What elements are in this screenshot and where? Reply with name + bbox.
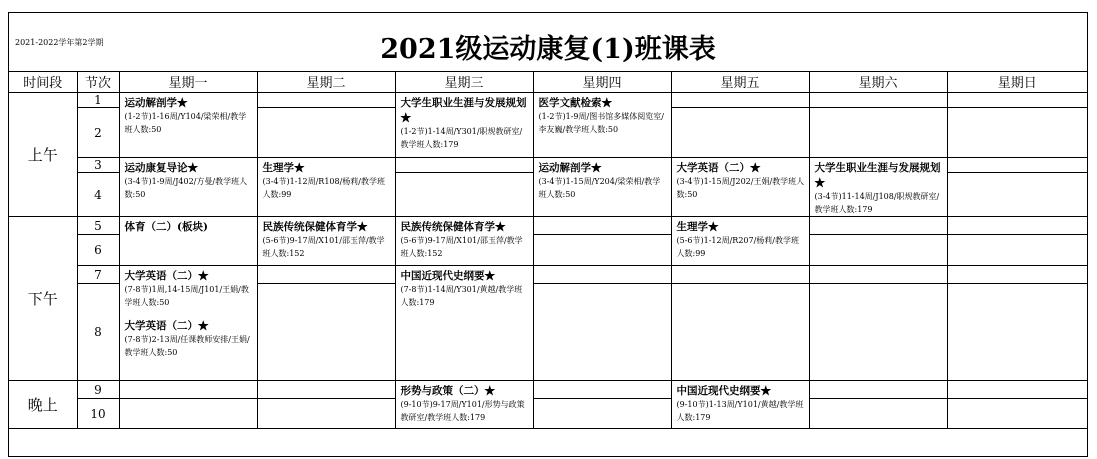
- empty-cell: [809, 399, 947, 429]
- section-row: [9, 399, 1087, 429]
- timetable-title: 2021级运动康复(1)班课表: [380, 34, 716, 65]
- empty-cell: [395, 158, 533, 173]
- empty-cell: [947, 266, 1087, 284]
- course-info: (1-2节)1-9周/图书馆多媒体阅览室/李友巍/教学班人数:50: [538, 112, 664, 134]
- empty-cell: [947, 217, 1087, 235]
- empty-cell: [947, 399, 1087, 429]
- empty-cell: [809, 217, 947, 235]
- empty-cell: [947, 108, 1087, 158]
- day-header-wed: 星期三: [395, 71, 533, 93]
- empty-cell: [257, 266, 395, 284]
- section-number: 3: [77, 158, 119, 173]
- period-evening: 晚上: [9, 381, 77, 429]
- section-number: 8: [77, 284, 119, 381]
- course-name: 民族传统保健体育学★: [400, 221, 506, 233]
- empty-cell: [533, 235, 671, 266]
- empty-cell: [809, 284, 947, 381]
- day-header-tue: 星期二: [257, 71, 395, 93]
- empty-cell: [947, 284, 1087, 381]
- empty-cell: [947, 381, 1087, 399]
- day-header-sun: 星期日: [947, 71, 1087, 93]
- header-row: [9, 71, 1087, 93]
- section-header: 节次: [77, 71, 119, 93]
- section-row: [9, 93, 1087, 108]
- empty-cell: [533, 284, 671, 381]
- empty-cell: [533, 381, 671, 399]
- section-number: 6: [77, 235, 119, 266]
- course-cell[interactable]: [395, 266, 533, 381]
- course-cell[interactable]: [395, 381, 533, 429]
- empty-cell: [533, 217, 671, 235]
- empty-cell: [257, 93, 395, 108]
- course-info: (3-4节)1-12周/R108/杨莉/教学班人数:99: [262, 177, 385, 199]
- empty-cell: [119, 399, 257, 429]
- course-info: (5-6节)9-17周/X101/邵玉萍/教学班人数:152: [262, 236, 385, 258]
- course-name: 民族传统保健体育学★: [262, 221, 368, 233]
- course-name: 形势与政策（二）★: [400, 385, 495, 397]
- course-info: (3-4节)1-15周/Y204/梁荣相/教学班人数:50: [538, 177, 661, 199]
- empty-cell: [257, 108, 395, 158]
- empty-cell: [257, 381, 395, 399]
- empty-cell: [671, 108, 809, 158]
- course-info: (7-8节)1-14周/Y301/黄越/教学班人数:179: [400, 285, 523, 307]
- course-name: 大学生职业生涯与发展规划★: [814, 162, 941, 189]
- section-number: 4: [77, 173, 119, 217]
- course-info: (7-8节)1周,14-15周/J101/王娟/教学班人数:50: [124, 285, 249, 307]
- period-morning: 上午: [9, 93, 77, 217]
- day-header-thu: 星期四: [533, 71, 671, 93]
- empty-cell: [947, 158, 1087, 173]
- empty-cell: [671, 266, 809, 284]
- section-row: [9, 158, 1087, 173]
- section-number: 7: [77, 266, 119, 284]
- timetable-header: [9, 13, 1087, 72]
- course-name: 体育（二）(板块): [124, 221, 208, 233]
- empty-cell: [257, 399, 395, 429]
- course-cell[interactable]: [119, 217, 257, 266]
- timetable-sheet: [8, 12, 1088, 457]
- course-name: 大学生职业生涯与发展规划★: [400, 97, 527, 124]
- course-name: 大学英语（二）★: [124, 320, 209, 332]
- empty-cell: [671, 284, 809, 381]
- course-name: 运动解剖学★: [124, 97, 188, 109]
- empty-cell: [947, 173, 1087, 217]
- section-number: 5: [77, 217, 119, 235]
- empty-cell: [257, 284, 395, 381]
- course-info: (5-6节)1-12周/R207/杨莉/教学班人数:99: [676, 236, 799, 258]
- course-cell[interactable]: [119, 266, 257, 381]
- section-number: 9: [77, 381, 119, 399]
- empty-cell: [533, 399, 671, 429]
- course-name: 大学英语（二）★: [124, 270, 209, 282]
- course-info: (3-4节)1-9周/J402/方曼/教学班人数:50: [124, 177, 248, 199]
- course-cell[interactable]: [533, 158, 671, 217]
- period-header: 时间段: [9, 71, 77, 93]
- empty-cell: [947, 93, 1087, 108]
- course-info: (5-6节)9-17周/X101/邵玉萍/教学班人数:152: [400, 236, 523, 258]
- course-name: 中国近现代史纲要★: [400, 270, 495, 282]
- empty-cell: [947, 235, 1087, 266]
- course-info: (9-10节)1-13周/Y101/黄越/教学班人数:179: [676, 400, 804, 422]
- section-row: [9, 266, 1087, 284]
- course-name: 生理学★: [676, 221, 719, 233]
- period-afternoon: 下午: [9, 217, 77, 381]
- day-header-mon: 星期一: [119, 71, 257, 93]
- course-cell[interactable]: [119, 93, 257, 158]
- course-name: 大学英语（二）★: [676, 162, 761, 174]
- course-cell[interactable]: [119, 158, 257, 217]
- empty-cell: [119, 381, 257, 399]
- empty-cell: [809, 235, 947, 266]
- course-info: (1-2节)1-16周/Y104/梁荣相/教学班人数:50: [124, 112, 247, 134]
- course-cell[interactable]: [395, 93, 533, 158]
- day-header-sat: 星期六: [809, 71, 947, 93]
- section-number: 2: [77, 108, 119, 158]
- empty-cell: [809, 108, 947, 158]
- course-info: (7-8节)2-13周/任课教师安排/王娟/教学班人数:50: [124, 335, 250, 357]
- course-cell[interactable]: [671, 158, 809, 217]
- course-cell[interactable]: [809, 158, 947, 217]
- timetable-grid: [9, 71, 1087, 429]
- empty-cell: [395, 173, 533, 217]
- section-row: [9, 217, 1087, 235]
- course-name: 医学文献检索★: [538, 97, 612, 109]
- course-name: 运动解剖学★: [538, 162, 602, 174]
- section-number: 10: [77, 399, 119, 429]
- empty-cell: [533, 266, 671, 284]
- empty-cell: [809, 381, 947, 399]
- course-name: 生理学★: [262, 162, 305, 174]
- course-info: (1-2节)1-14周/Y301/职规教研室/教学班人数:179: [400, 127, 523, 149]
- course-cell[interactable]: [671, 381, 809, 429]
- course-info: (3-4节)1-15周/J202/王娟/教学班人数:50: [676, 177, 805, 199]
- empty-cell: [809, 266, 947, 284]
- empty-cell: [809, 93, 947, 108]
- course-cell[interactable]: [533, 93, 671, 158]
- course-name: 中国近现代史纲要★: [676, 385, 771, 397]
- course-info: (9-10节)9-17周/Y101/形势与政策教研室/教学班人数:179: [400, 400, 525, 422]
- section-row: [9, 381, 1087, 399]
- empty-cell: [671, 93, 809, 108]
- section-number: 1: [77, 93, 119, 108]
- semester-label: 2021-2022学年第2学期: [15, 38, 104, 47]
- course-name: 运动康复导论★: [124, 162, 198, 174]
- course-cell[interactable]: [395, 217, 533, 266]
- course-cell[interactable]: [671, 217, 809, 266]
- course-cell[interactable]: [257, 217, 395, 266]
- day-header-fri: 星期五: [671, 71, 809, 93]
- course-cell[interactable]: [257, 158, 395, 217]
- course-info: (3-4节)11-14周/J108/职规教研室/教学班人数:179: [814, 192, 940, 214]
